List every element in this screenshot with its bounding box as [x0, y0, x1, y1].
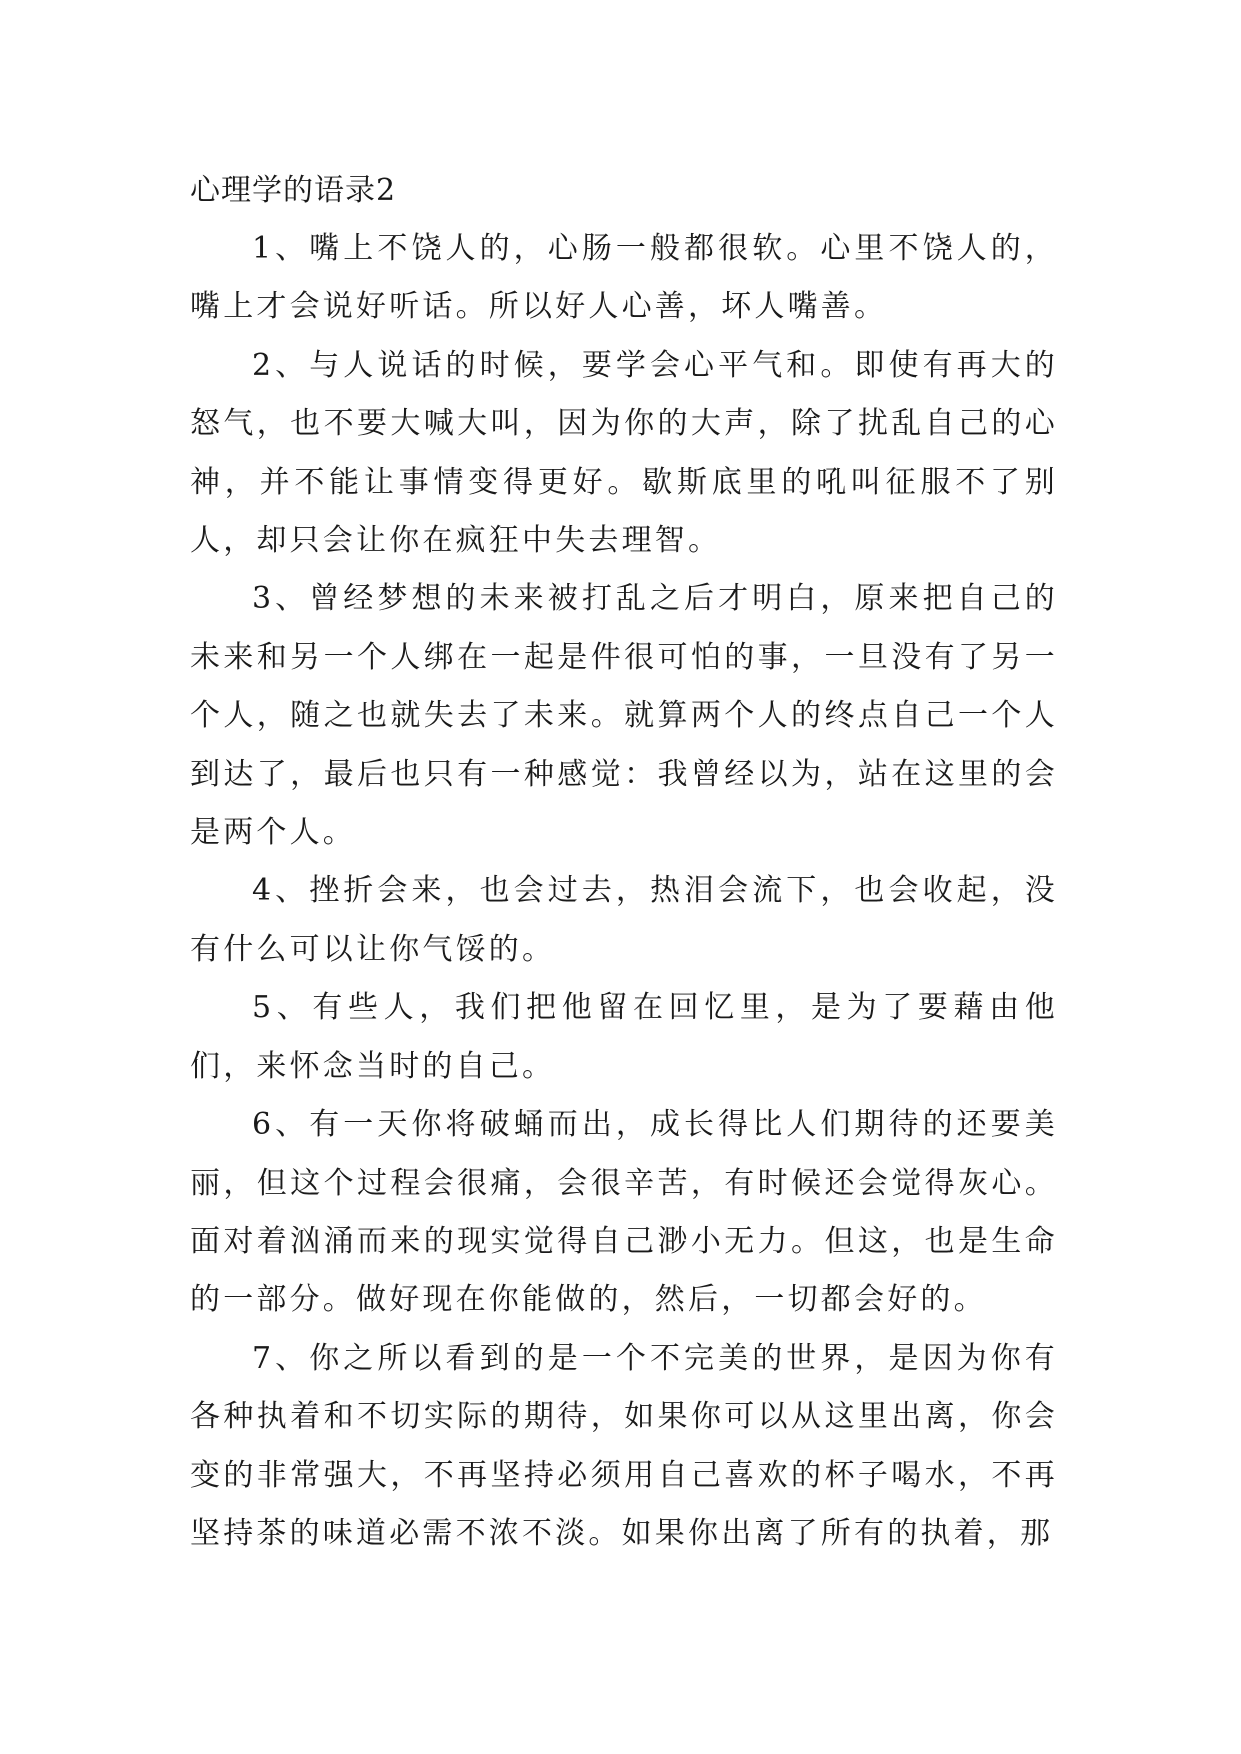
paragraph-4: 4、挫折会来，也会过去，热泪会流下，也会收起，没有什么可以让你气馁的。 [190, 873, 1058, 967]
paragraph-6: 6、有一天你将破蛹而出，成长得比人们期待的还要美丽，但这个过程会很痛，会很辛苦，有时候还会觉得灰心。面对着汹涌而来的现实觉得自己渺小无力。但这，也是生命的一部分。做好现在你能做的，然后，一切都会好的。 [190, 1107, 1058, 1318]
paragraph-7: 7、你之所以看到的是一个不完美的世界，是因为你有各种执着和不切实际的期待，如果你可以从这里出离，你会变的非常强大，不再坚持必须用自己喜欢的杯子喝水，不再坚持茶的味道必需不浓不淡。如果你出离了所有的执着，那 [190, 1340, 1058, 1551]
paragraph-3: 3、曾经梦想的未来被打乱之后才明白，原来把自己的未来和另一个人绑在一起是件很可怕的事，一旦没有了另一个人，随之也就失去了未来。就算两个人的终点自己一个人到达了，最后也只有一种感觉：我曾经以为，站在这里的会是两个人。 [190, 581, 1058, 851]
paragraph-2: 2、与人说话的时候，要学会心平气和。即使有再大的怒气，也不要大喊大叫，因为你的大声，除了扰乱自己的心神，并不能让事情变得更好。歇斯底里的吼叫征服不了别人，却只会让你在疯狂中失去理智。 [190, 347, 1058, 559]
paragraph-1: 1、嘴上不饶人的，心肠一般都很软。心里不饶人的，嘴上才会说好听话。所以好人心善，坏人嘴善。 [190, 231, 1058, 325]
document-title: 心理学的语录2 [190, 173, 397, 208]
paragraph-5: 5、有些人，我们把他留在回忆里，是为了要藉由他们，来怀念当时的自己。 [190, 990, 1058, 1084]
document-body [190, 162, 1058, 1563]
